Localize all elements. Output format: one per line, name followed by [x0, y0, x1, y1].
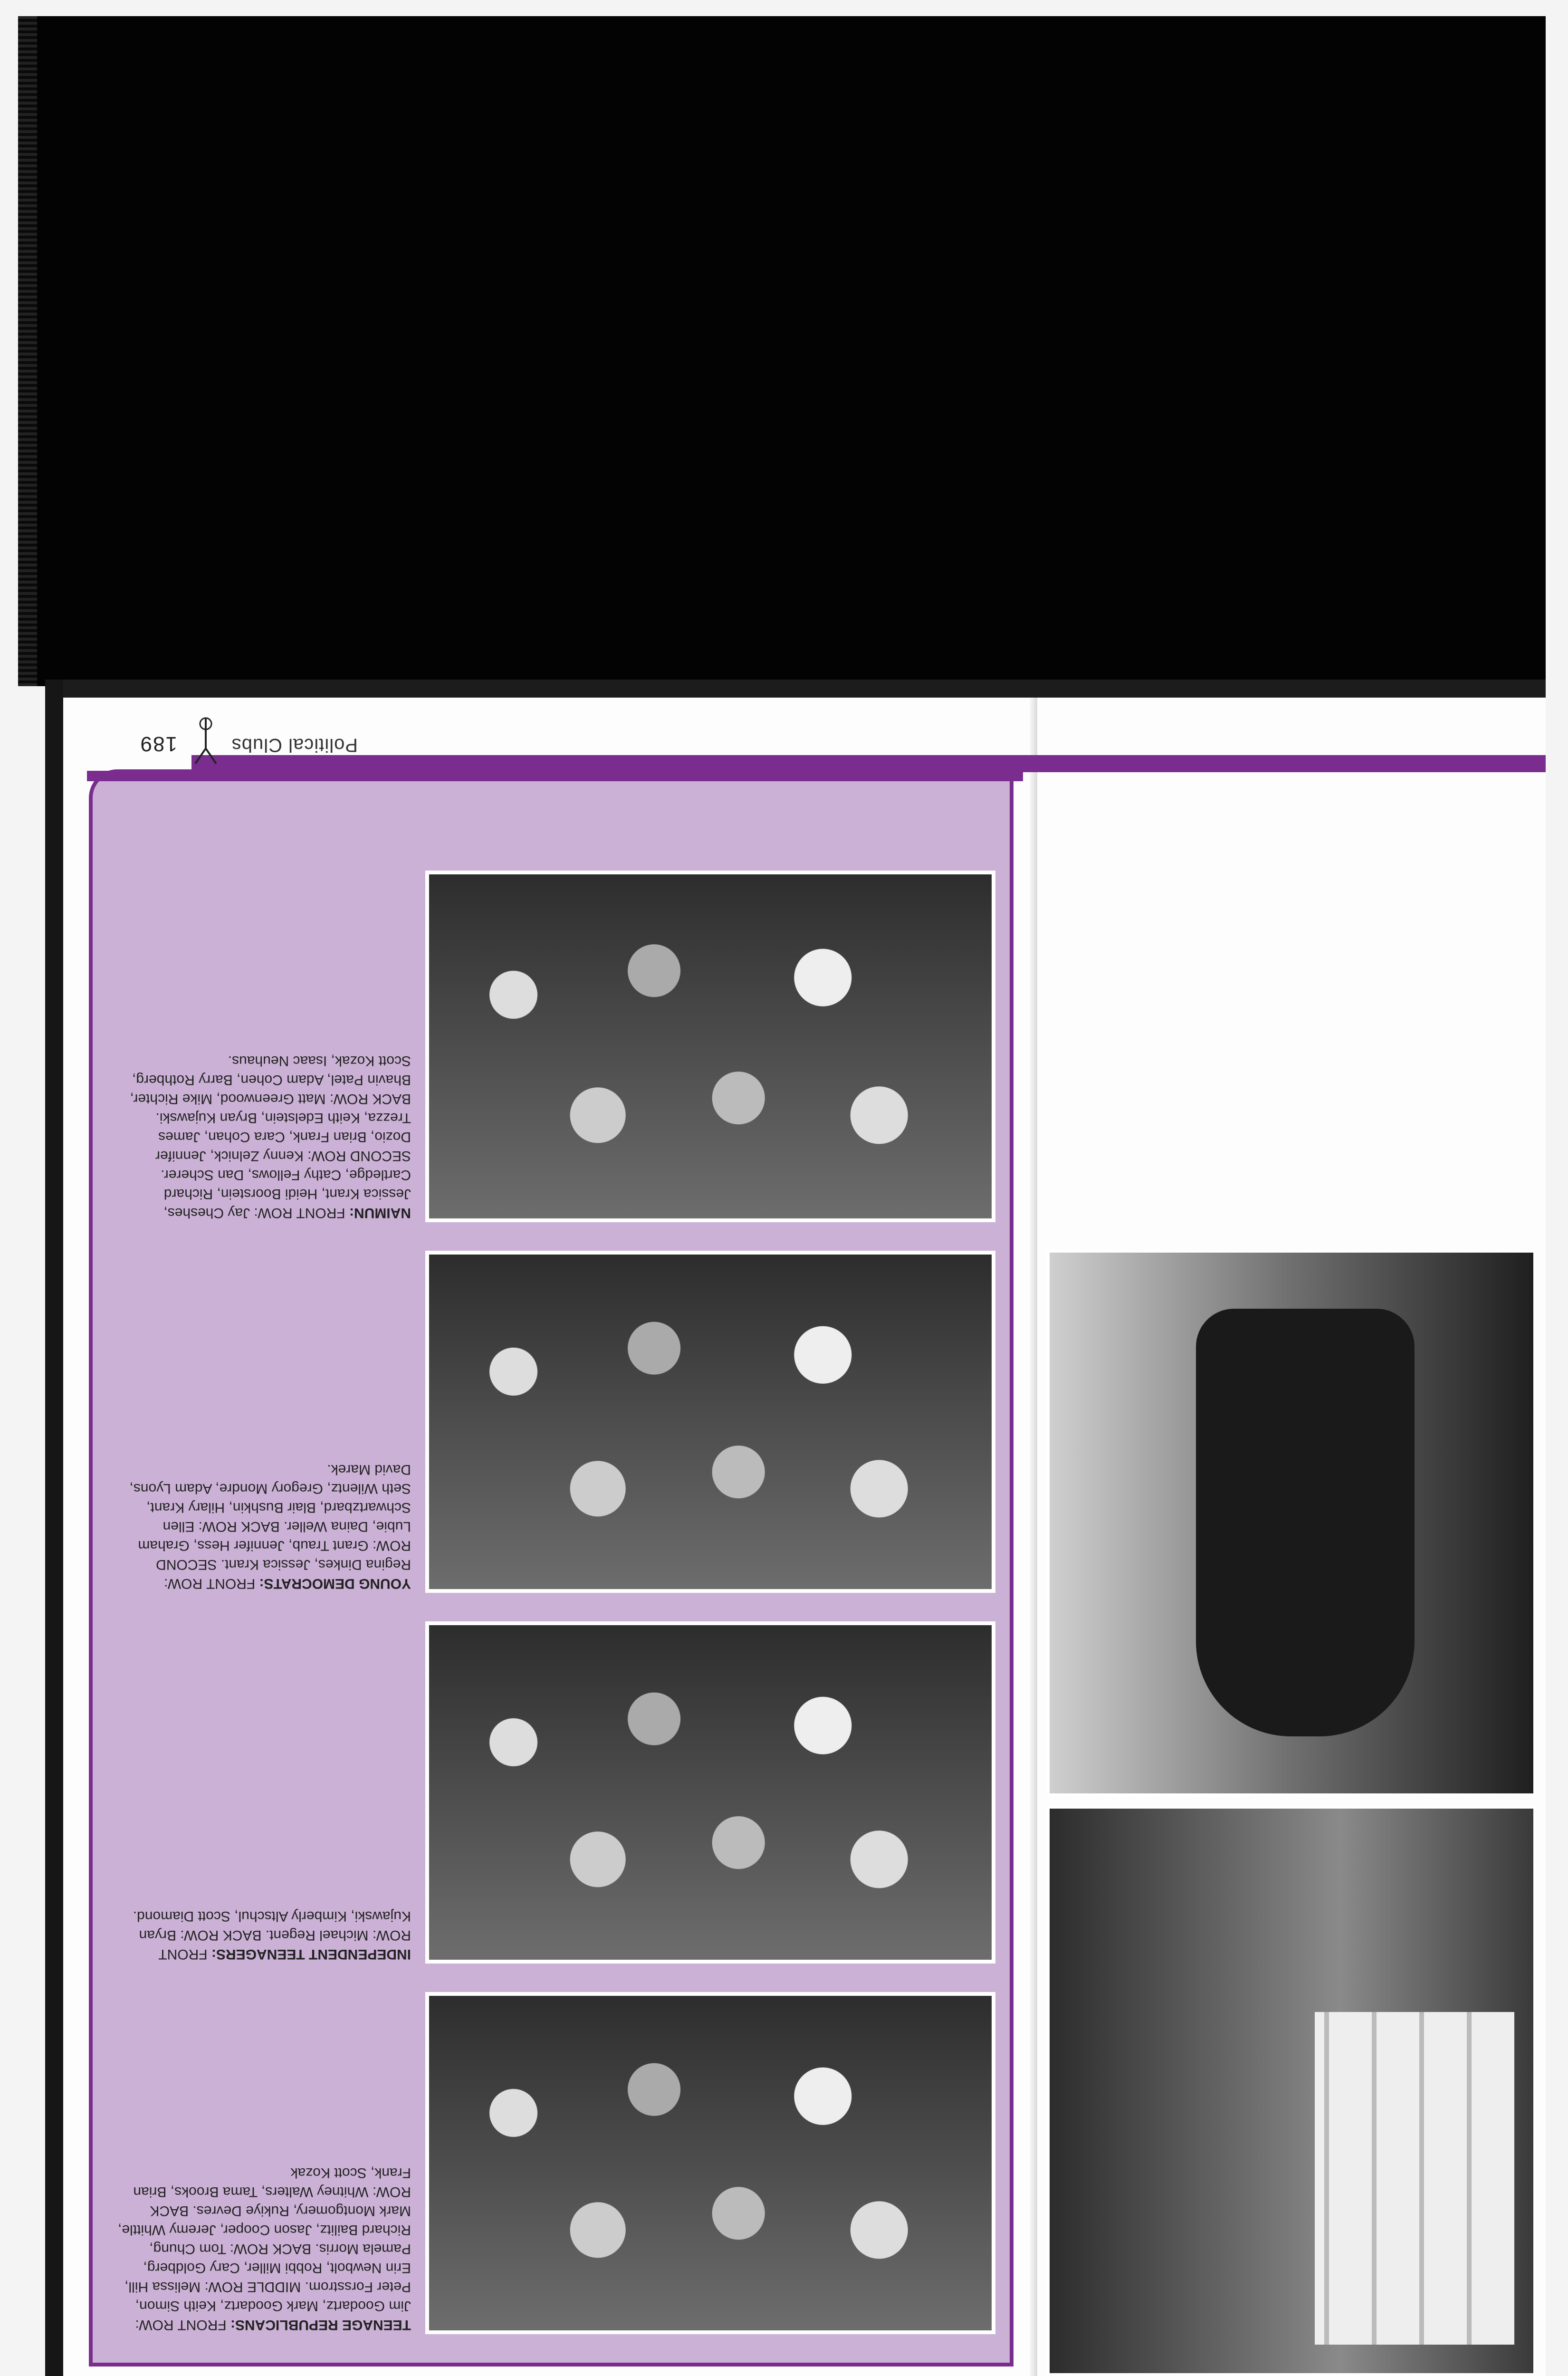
caption-text: FRONT ROW: Regina Dinkes, Jessica Krant. SECOND ROW: Grant Traub, Jennifer Hess, Graham Lubie, Daina Weller. BACK ROW: Ellen Schwartzbard, Blair Bushkin, Hilary Krant, Seth Wilentz, Gregory Mondre, Adam Lyons, David Marek.: [129, 1462, 411, 1591]
scan-edge: [18, 16, 37, 686]
caption-young-democrats: [116, 1460, 411, 1593]
group-photo-young-democrats: [425, 1251, 995, 1593]
book-side-edge: [45, 680, 63, 2376]
candid-photo-student: [1047, 1250, 1536, 1796]
section-title: Political Clubs: [231, 735, 358, 756]
panel-bar: [87, 771, 1023, 781]
caption-independent-teenagers: [116, 1907, 411, 1964]
yearbook-page: [63, 698, 1546, 2376]
caption-text: FRONT ROW: Jay Cheshes, Jessica Krant, Heidi Boorstein, Richard Cartledge, Cathy Fellows, Dan Scherer. SECOND ROW: Kenny Zelnick, Jennifer Dozio, Brian Frank, Cara Cohan, James Trezza, Keith Edelstein, Bryan Kujawski. BACK ROW: Matt Greenwood, Mike Richter, Bhavin Patel, Adam Cohen, Barry Rothberg, Scott Kozak, Isaac Neuhaus.: [130, 1053, 411, 1221]
student-figure: [1196, 1309, 1415, 1736]
page-gutter: [1030, 698, 1037, 2376]
caption-naimun: [116, 1051, 411, 1222]
candid-photo-room: [1047, 1806, 1536, 2376]
group-photo-independent-teenagers: [425, 1621, 995, 1964]
scan-background: [18, 16, 1546, 686]
clubs-panel: [89, 769, 1013, 2366]
caption-text: FRONT ROW: Michael Regent. BACK ROW: Bryan Kujawski, Kimberly Altschul, Scott Diamond.: [133, 1908, 411, 1962]
caption-lead: YOUNG DEMOCRATS:: [259, 1576, 411, 1591]
caption-text: FRONT ROW: Jim Goodartz, Mark Goodartz, Keith Simon, Peter Forsstrom. MIDDLE ROW: Melissa Hill, Erin Newbolt, Robbi Miller, Cary Goldberg, Pamela Morris. BACK ROW: Tom Chung, Richard Bailitz, Jason Cooper, Jeremy Whittle, Mark Montgomery, Rukiye Devres. BACK ROW: Whitney Walters, Tama Brooks, Brian Frank, Scott Kozak: [118, 2165, 411, 2333]
rotated-page-content: [63, 698, 1546, 2376]
window-blinds: [1315, 2012, 1514, 2345]
caption-teenage-republicans: [116, 2163, 411, 2334]
caption-lead: NAIMUN:: [349, 1205, 411, 1221]
caption-lead: TEENAGE REPUBLICANS:: [230, 2317, 411, 2333]
caption-lead: INDEPENDENT TEENAGERS:: [211, 1946, 411, 1962]
group-photo-naimun: [425, 871, 995, 1222]
group-photo-teenage-republicans: [425, 1992, 995, 2334]
header-rule: [191, 755, 1546, 772]
page-number: 189: [139, 732, 177, 756]
book-top-edge: [45, 680, 1546, 698]
ornament-icon: [191, 715, 220, 767]
